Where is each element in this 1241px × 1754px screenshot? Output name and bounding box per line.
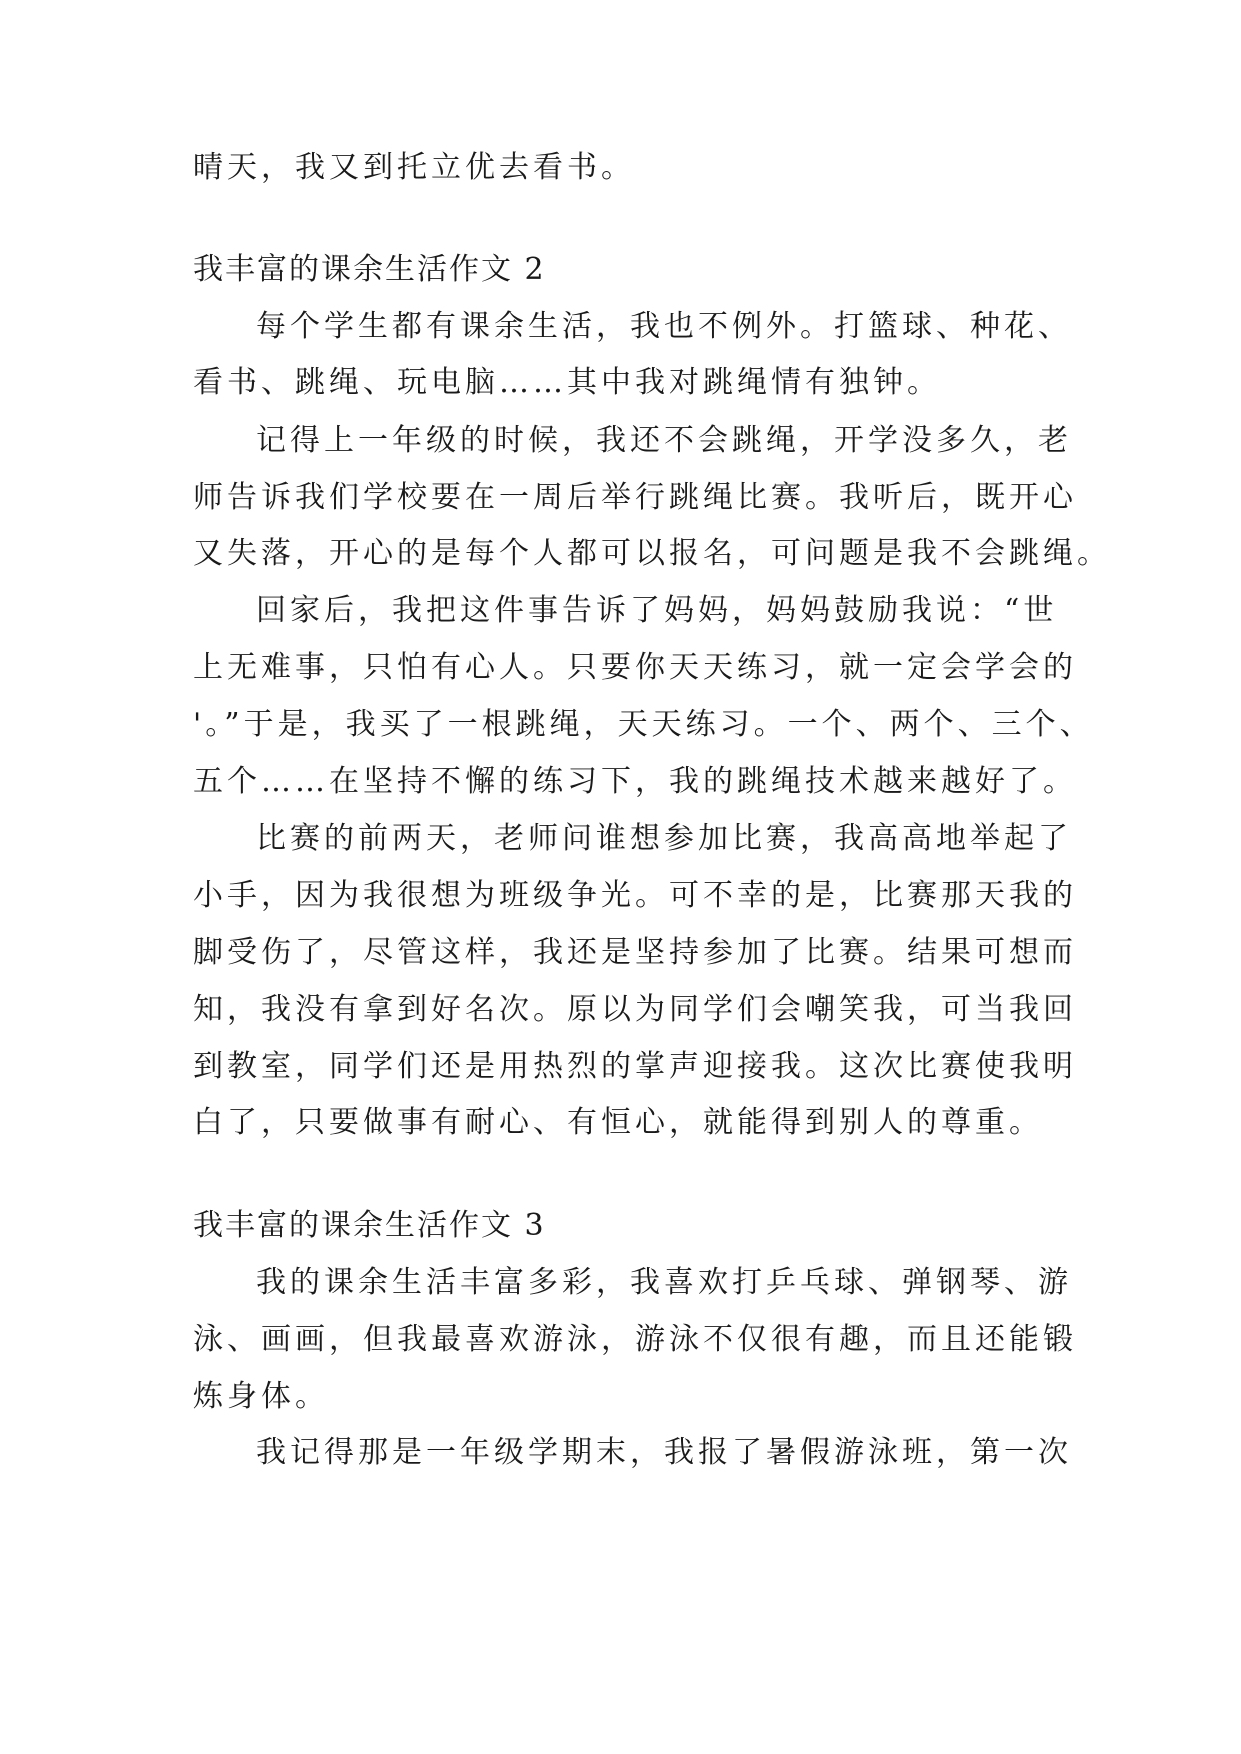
text-line: 比赛的前两天，老师问谁想参加比赛，我高高地举起了 [256, 821, 1072, 856]
text-line: 晴天，我又到托立优去看书。 [193, 150, 635, 185]
text-line: 到教室，同学们还是用热烈的掌声迎接我。这次比赛使我明 [193, 1049, 1077, 1084]
text-line: 白了，只要做事有耐心、有恒心，就能得到别人的尊重。 [193, 1105, 1043, 1140]
essay-heading: 我丰富的课余生活作文 3 [193, 1208, 546, 1243]
text-line: 五个……在坚持不懈的练习下，我的跳绳技术越来越好了。 [193, 764, 1077, 799]
text-line: 我的课余生活丰富多彩，我喜欢打乒乓球、弹钢琴、游 [256, 1265, 1072, 1300]
text-line: 知，我没有拿到好名次。原以为同学们会嘲笑我，可当我回 [193, 992, 1077, 1027]
text-line: 回家后，我把这件事告诉了妈妈，妈妈鼓励我说：“世 [256, 593, 1058, 628]
text-line: '。”于是，我买了一根跳绳，天天练习。一个、两个、三个、 [193, 707, 1094, 742]
text-line: 炼身体。 [193, 1379, 329, 1414]
text-line: 我记得那是一年级学期末，我报了暑假游泳班，第一次 [256, 1435, 1072, 1470]
text-line: 记得上一年级的时候，我还不会跳绳，开学没多久，老 [256, 423, 1072, 458]
text-line: 上无难事，只怕有心人。只要你天天练习，就一定会学会的 [193, 650, 1077, 685]
text-line: 看书、跳绳、玩电脑……其中我对跳绳情有独钟。 [193, 365, 941, 400]
text-line: 每个学生都有课余生活，我也不例外。打篮球、种花、 [256, 309, 1072, 344]
text-line: 脚受伤了，尽管这样，我还是坚持参加了比赛。结果可想而 [193, 935, 1077, 970]
essay-heading: 我丰富的课余生活作文 2 [193, 252, 546, 287]
text-line: 泳、画画，但我最喜欢游泳，游泳不仅很有趣，而且还能锻 [193, 1322, 1077, 1357]
text-line: 又失落，开心的是每个人都可以报名，可问题是我不会跳绳。 [193, 536, 1111, 571]
text-line: 师告诉我们学校要在一周后举行跳绳比赛。我听后，既开心 [193, 480, 1077, 515]
text-line: 小手，因为我很想为班级争光。可不幸的是，比赛那天我的 [193, 878, 1077, 913]
